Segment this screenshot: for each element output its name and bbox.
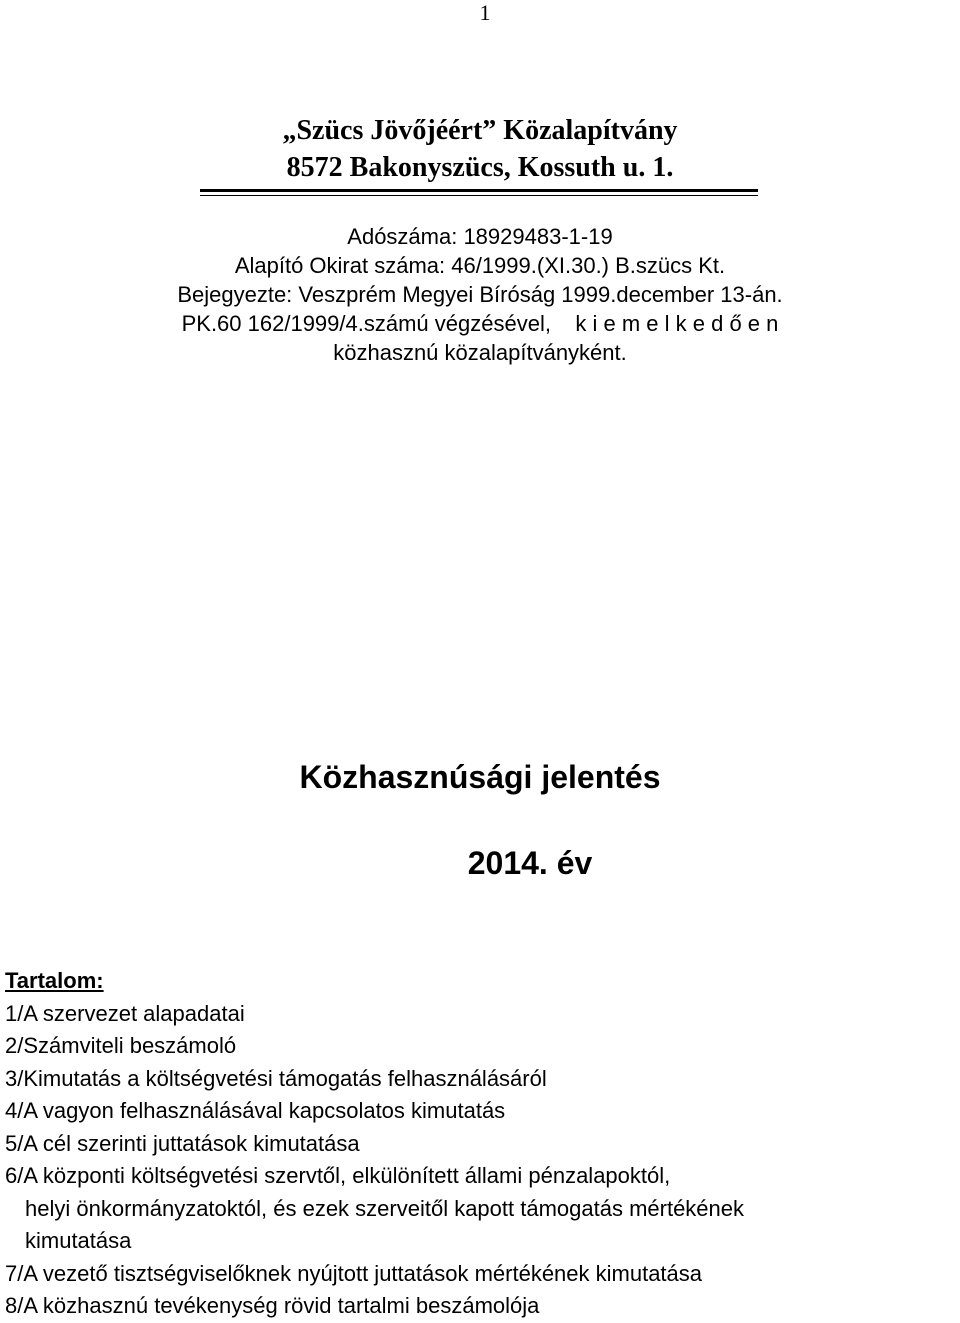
- page-number: 1: [479, 0, 491, 25]
- header-rule-thin: [200, 195, 758, 196]
- founding-document-number: Alapító Okirat száma: 46/1999.(XI.30.) B.szücs Kt.: [234, 253, 726, 278]
- toc-item-continuation: kimutatása: [25, 1228, 132, 1253]
- toc-item: 8/A közhasznú tevékenység rövid tartalmi beszámolója: [5, 1293, 540, 1318]
- organization-name: „Szücs Jövőjéért” Közalapítvány: [282, 115, 678, 146]
- toc-item: 7/A vezető tisztségviselőknek nyújtott juttatások mértékének kimutatása: [5, 1260, 703, 1286]
- toc-item-continuation: helyi önkormányzatoktól, és ezek szerveitől kapott támogatás mértékének: [25, 1195, 745, 1221]
- organization-address: 8572 Bakonyszücs, Kossuth u. 1.: [286, 152, 674, 183]
- toc-item: 2/Számviteli beszámoló: [5, 1033, 237, 1058]
- public-benefit-status: közhasznú közalapítványként.: [333, 340, 627, 365]
- toc-item: 4/A vagyon felhasználásával kapcsolatos kimutatás: [5, 1098, 506, 1123]
- toc-item: 3/Kimutatás a költségvetési támogatás felhasználásáról: [5, 1065, 547, 1091]
- table-of-contents: [5, 965, 955, 1323]
- header-rule-thick: [200, 189, 758, 192]
- toc-item: 1/A szervezet alapadatai: [5, 1000, 245, 1026]
- court-order: PK.60 162/1999/4.számú végzésével, k i e m e l k e d ő e n: [181, 311, 779, 336]
- toc-item: 6/A központi költségvetési szervtől, elkülönített állami pénzalapoktól,: [5, 1163, 671, 1188]
- tax-number: Adószáma: 18929483-1-19: [347, 224, 613, 249]
- registration-court: Bejegyezte: Veszprém Megyei Bíróság 1999.december 13-án.: [177, 282, 783, 307]
- toc-item: 5/A cél szerinti juttatások kimutatása: [5, 1130, 360, 1156]
- toc-heading: Tartalom:: [5, 968, 104, 993]
- report-year: 2014. év: [467, 845, 593, 881]
- report-title: Közhasznúsági jelentés: [299, 759, 661, 795]
